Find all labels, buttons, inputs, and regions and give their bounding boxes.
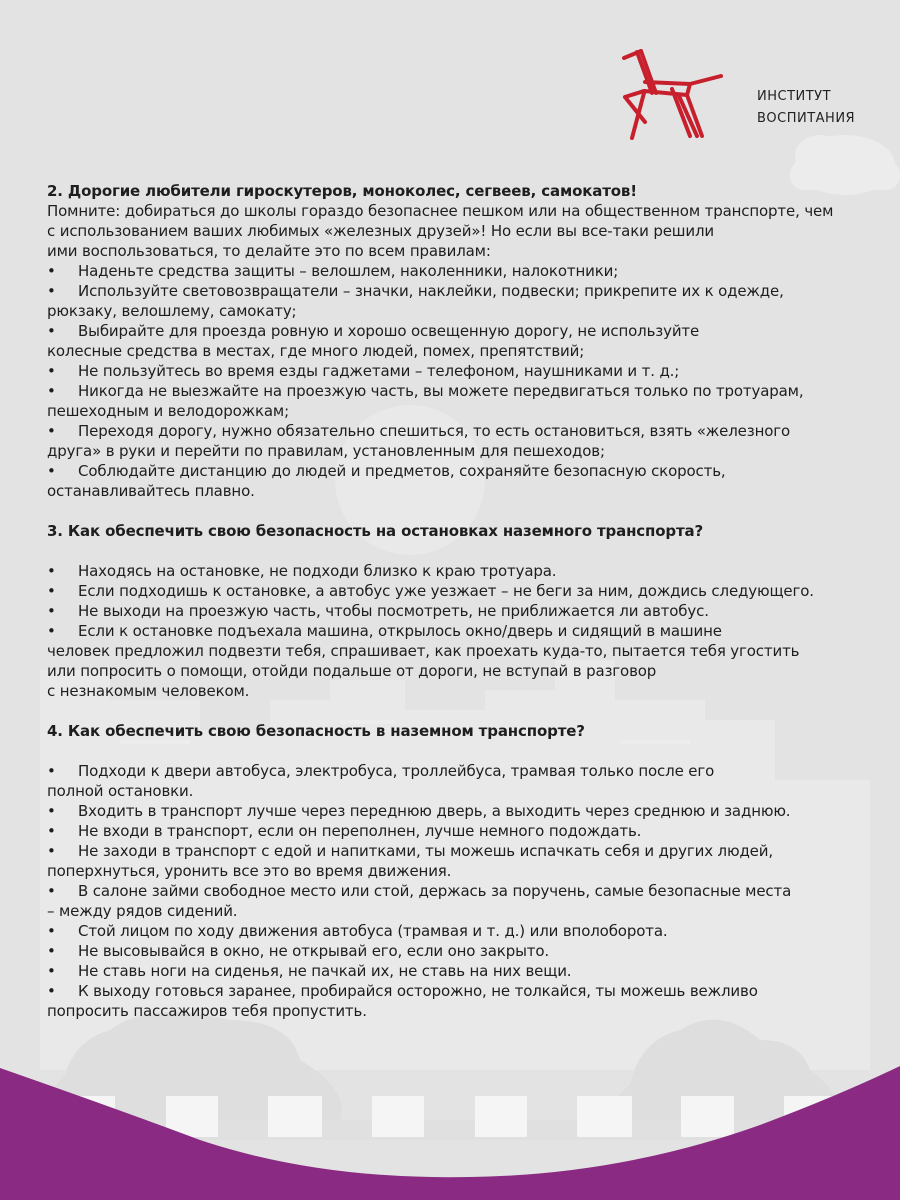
list-item	[47, 981, 900, 1021]
list-item-line	[47, 601, 900, 621]
list-item-line	[47, 921, 900, 941]
bullet-icon: •	[47, 762, 56, 780]
list-item-text: Не входи в транспорт, если он переполнен, лучше немного подождать.	[78, 822, 642, 840]
intro-line: ими воспользоваться, то делайте это по всем правилам:	[47, 242, 491, 260]
brand-line-1: ИНСТИТУТ	[757, 89, 832, 104]
brand-line-2: ВОСПИТАНИЯ	[757, 111, 856, 126]
list-item	[47, 961, 900, 981]
bullet-icon: •	[47, 562, 56, 580]
list-item	[47, 261, 900, 281]
list-item	[47, 581, 900, 601]
brand-name	[757, 86, 855, 130]
bullet-icon: •	[47, 582, 56, 600]
list-item-line	[47, 661, 900, 681]
bullet-icon: •	[47, 422, 56, 440]
list-item-text: Переходя дорогу, нужно обязательно спешиться, то есть остановиться, взять «железного	[78, 422, 791, 440]
section-4-list	[47, 761, 900, 1021]
list-item-line	[47, 481, 900, 501]
list-item-text: или попросить о помощи, отойди подальше от дороги, не вступай в разговор	[47, 662, 657, 680]
document-body	[47, 181, 900, 1021]
list-item-line	[47, 761, 900, 781]
list-item-line	[47, 981, 900, 1001]
list-item-line	[47, 801, 900, 821]
bullet-icon: •	[47, 882, 56, 900]
bullet-icon: •	[47, 982, 56, 1000]
list-item	[47, 921, 900, 941]
list-item	[47, 841, 900, 881]
list-item-text: Находясь на остановке, не подходи близко к краю тротуара.	[78, 562, 557, 580]
list-item-line	[47, 941, 900, 961]
list-item-line	[47, 901, 900, 921]
bullet-icon: •	[47, 622, 56, 640]
bullet-icon: •	[47, 842, 56, 860]
section-2-title: 2. Дорогие любители гироскутеров, моноколес, сегвеев, самокатов!	[47, 182, 637, 200]
list-item	[47, 361, 900, 381]
list-item-line	[47, 841, 900, 861]
list-item-line	[47, 881, 900, 901]
list-item	[47, 561, 900, 581]
list-item-line	[47, 961, 900, 981]
list-item-text: Если подходишь к остановке, а автобус уже уезжает – не беги за ним, дождись следующего.	[78, 582, 814, 600]
list-item-line	[47, 681, 900, 701]
list-item-text: Используйте световозвращатели – значки, наклейки, подвески; прикрепите их к одежде,	[78, 282, 784, 300]
list-item-text: – между рядов сидений.	[47, 902, 238, 920]
bullet-icon: •	[47, 322, 56, 340]
list-item-text: Наденьте средства защиты – велошлем, наколенники, налокотники;	[78, 262, 619, 280]
list-item-line	[47, 321, 900, 341]
list-item-line	[47, 461, 900, 481]
list-item	[47, 461, 900, 501]
list-item	[47, 601, 900, 621]
list-item-text: Не заходи в транспорт с едой и напитками, ты можешь испачкать себя и других людей,	[78, 842, 773, 860]
section-2-intro	[47, 201, 900, 261]
bullet-icon: •	[47, 282, 56, 300]
list-item-text: Не выходи на проезжую часть, чтобы посмотреть, не приближается ли автобус.	[78, 602, 709, 620]
list-item-text: попросить пассажиров тебя пропустить.	[47, 1002, 367, 1020]
list-item	[47, 881, 900, 921]
intro-line: Помните: добираться до школы гораздо безопаснее пешком или на общественном транспорте, чем	[47, 202, 834, 220]
list-item	[47, 621, 900, 701]
list-item-text: рюкзаку, велошлему, самокату;	[47, 302, 297, 320]
list-item-text: К выходу готовься заранее, пробирайся осторожно, не толкайся, ты можешь вежливо	[78, 982, 758, 1000]
list-item-line	[47, 641, 900, 661]
list-item-text: поперхнуться, уронить все это во время движения.	[47, 862, 452, 880]
list-item-line	[47, 421, 900, 441]
bullet-icon: •	[47, 362, 56, 380]
horse-logo-icon	[605, 38, 725, 148]
section-3-title: 3. Как обеспечить свою безопасность на остановках наземного транспорта?	[47, 522, 704, 540]
list-item-text: пешеходным и велодорожкам;	[47, 402, 289, 420]
intro-line: с использованием ваших любимых «железных друзей»! Но если вы все-таки решили	[47, 222, 714, 240]
list-item-line	[47, 861, 900, 881]
list-item-text: Не высовывайся в окно, не открывай его, если оно закрыто.	[78, 942, 550, 960]
bullet-icon: •	[47, 822, 56, 840]
list-item-line	[47, 1001, 900, 1021]
list-item	[47, 321, 900, 361]
list-item-text: Подходи к двери автобуса, электробуса, троллейбуса, трамвая только после его	[78, 762, 715, 780]
list-item-line	[47, 381, 900, 401]
list-item-line	[47, 341, 900, 361]
section-4-title: 4. Как обеспечить свою безопасность в наземном транспорте?	[47, 722, 585, 740]
list-item	[47, 801, 900, 821]
list-item	[47, 821, 900, 841]
list-item-line	[47, 301, 900, 321]
list-item	[47, 941, 900, 961]
list-item	[47, 761, 900, 801]
list-item-text: Не пользуйтесь во время езды гаджетами – телефоном, наушниками и т. д.;	[78, 362, 680, 380]
bullet-icon: •	[47, 462, 56, 480]
list-item	[47, 421, 900, 461]
bullet-icon: •	[47, 962, 56, 980]
list-item-text: полной остановки.	[47, 782, 194, 800]
list-item-text: Никогда не выезжайте на проезжую часть, вы можете передвигаться только по тротуарам,	[78, 382, 804, 400]
list-item	[47, 281, 900, 321]
list-item-text: останавливайтесь плавно.	[47, 482, 255, 500]
list-item-text: Выбирайте для проезда ровную и хорошо освещенную дорогу, не используйте	[78, 322, 700, 340]
list-item-text: человек предложил подвезти тебя, спрашивает, как проехать куда-то, пытается тебя угостить	[47, 642, 800, 660]
bullet-icon: •	[47, 602, 56, 620]
list-item-line	[47, 281, 900, 301]
list-item-text: Входить в транспорт лучше через переднюю дверь, а выходить через среднюю и заднюю.	[78, 802, 791, 820]
section-3-list	[47, 561, 900, 701]
list-item-text: друга» в руки и перейти по правилам, установленным для пешеходов;	[47, 442, 605, 460]
list-item-text: Не ставь ноги на сиденья, не пачкай их, не ставь на них вещи.	[78, 962, 572, 980]
bullet-icon: •	[47, 382, 56, 400]
section-2-list	[47, 261, 900, 501]
list-item-text: с незнакомым человеком.	[47, 682, 250, 700]
list-item-line	[47, 261, 900, 281]
list-item-line	[47, 361, 900, 381]
list-item	[47, 381, 900, 421]
list-item-line	[47, 401, 900, 421]
list-item-line	[47, 821, 900, 841]
list-item-line	[47, 621, 900, 641]
bullet-icon: •	[47, 942, 56, 960]
bullet-icon: •	[47, 922, 56, 940]
list-item-text: В салоне займи свободное место или стой, держась за поручень, самые безопасные места	[78, 882, 792, 900]
list-item-text: колесные средства в местах, где много людей, помех, препятствий;	[47, 342, 585, 360]
bullet-icon: •	[47, 802, 56, 820]
list-item-line	[47, 441, 900, 461]
list-item-text: Стой лицом по ходу движения автобуса (трамвая и т. д.) или вполоборота.	[78, 922, 668, 940]
bullet-icon: •	[47, 262, 56, 280]
list-item-line	[47, 581, 900, 601]
list-item-text: Если к остановке подъехала машина, открылось окно/дверь и сидящий в машине	[78, 622, 722, 640]
list-item-line	[47, 561, 900, 581]
list-item-text: Соблюдайте дистанцию до людей и предметов, сохраняйте безопасную скорость,	[78, 462, 726, 480]
list-item-line	[47, 781, 900, 801]
